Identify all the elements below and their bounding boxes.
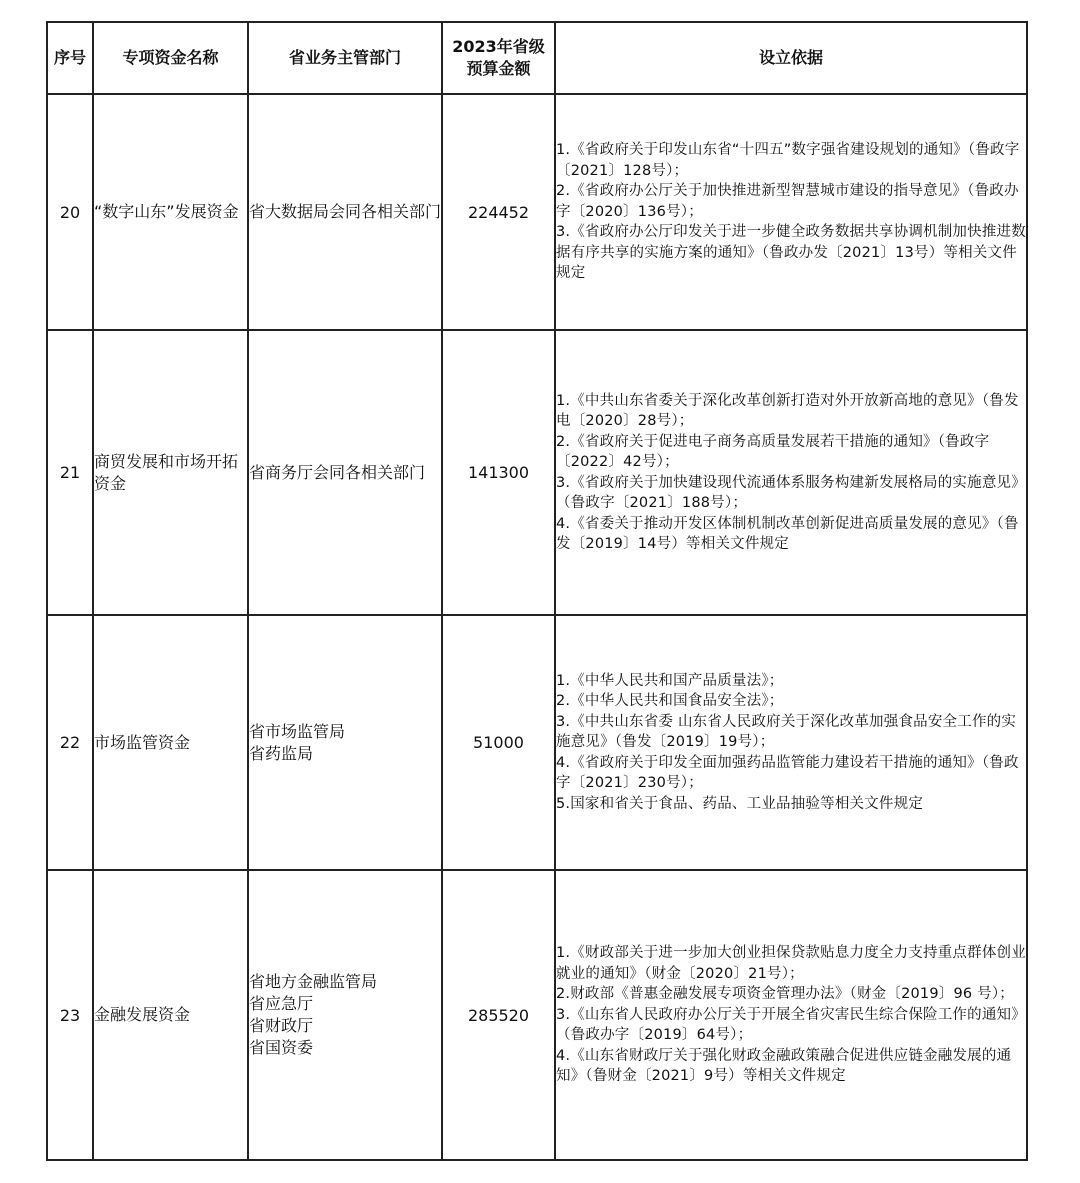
table-row bbox=[47, 615, 1027, 870]
department bbox=[248, 94, 442, 330]
basis-cell bbox=[555, 615, 1027, 870]
department-line: 省大数据局会同各相关部门 bbox=[249, 202, 442, 221]
basis-item: 1.《中共山东省委关于深化改革创新打造对外开放新高地的意见》（鲁发电〔2020〕28号）； bbox=[556, 392, 1019, 429]
basis-item: 1.《省政府关于印发山东省“十四五”数字强省建设规划的通知》（鲁政字〔2021〕128号）； bbox=[556, 142, 1020, 179]
basis-item: 3.《省政府关于加快建设现代流通体系服务构建新发展格局的实施意见》（鲁政字〔2021〕188号）； bbox=[556, 474, 1026, 511]
basis-cell bbox=[555, 870, 1027, 1160]
table-header-row bbox=[47, 22, 1027, 94]
table-row bbox=[47, 330, 1027, 615]
basis-item: 4.《山东省财政厅关于强化财政金融政策融合促进供应链金融发展的通知》（鲁财金〔2021〕9号）等相关文件规定 bbox=[556, 1047, 1012, 1085]
budget-amount: 285520 bbox=[442, 870, 555, 1160]
basis-item: 4.《省政府关于印发全面加强药品监管能力建设若干措施的通知》（鲁政字〔2021〕230号）； bbox=[556, 754, 1019, 792]
header-budget-line2: 预算金额 bbox=[466, 59, 531, 78]
special-fund-table bbox=[46, 21, 1028, 1161]
department-line: 省市场监管局 bbox=[249, 721, 346, 741]
department-line: 省国资委 bbox=[249, 1038, 314, 1057]
department-line: 省药监局 bbox=[249, 743, 314, 763]
row-index: 23 bbox=[47, 870, 93, 1160]
department-line: 省财政厅 bbox=[249, 1016, 314, 1035]
basis-item: 3.《山东省人民政府办公厅关于开展全省灾害民生综合保险工作的通知》（鲁政办字〔2019〕64号）； bbox=[556, 1006, 1026, 1044]
basis-item: 5.国家和省关于食品、药品、工业品抽验等相关文件规定 bbox=[556, 795, 924, 812]
basis-item: 2.财政部《普惠金融发展专项资金管理办法》（财金〔2019〕96 号）； bbox=[556, 986, 1014, 1003]
header-index: 序号 bbox=[47, 22, 93, 94]
fund-name: 商贸发展和市场开拓资金 bbox=[93, 330, 248, 615]
basis-cell bbox=[555, 330, 1027, 615]
header-department: 省业务主管部门 bbox=[248, 22, 442, 94]
basis-item: 1.《财政部关于进一步加大创业担保贷款贴息力度全力支持重点群体创业就业的通知》（财金〔2020〕21号）； bbox=[556, 945, 1026, 982]
department-line: 省商务厅会同各相关部门 bbox=[249, 462, 426, 482]
fund-name: 市场监管资金 bbox=[93, 615, 248, 870]
department bbox=[248, 330, 442, 615]
department bbox=[248, 615, 442, 870]
fund-name: 金融发展资金 bbox=[93, 870, 248, 1160]
basis-item: 2.《省政府关于促进电子商务高质量发展若干措施的通知》（鲁政字〔2022〕42号）； bbox=[556, 433, 990, 470]
department-line: 省地方金融监管局 bbox=[249, 972, 378, 991]
row-index: 21 bbox=[47, 330, 93, 615]
basis-cell bbox=[555, 94, 1027, 330]
header-budget bbox=[442, 22, 555, 94]
basis-item: 4.《省委关于推动开发区体制机制改革创新促进高质量发展的意见》（鲁发〔2019〕14号）等相关文件规定 bbox=[556, 515, 1019, 552]
header-fund-name: 专项资金名称 bbox=[93, 22, 248, 94]
basis-item: 2.《中华人民共和国食品安全法》； bbox=[556, 693, 784, 710]
department-line: 省应急厅 bbox=[249, 994, 314, 1013]
header-basis: 设立依据 bbox=[555, 22, 1027, 94]
fund-name: “数字山东”发展资金 bbox=[93, 94, 248, 330]
basis-item: 2.《省政府办公厅关于加快推进新型智慧城市建设的指导意见》（鲁政办字〔2020〕136号）； bbox=[556, 183, 1019, 220]
budget-amount: 224452 bbox=[442, 94, 555, 330]
row-index: 20 bbox=[47, 94, 93, 330]
basis-item: 3.《省政府办公厅印发关于进一步健全政务数据共享协调机制加快推进数据有序共享的实施方案的通知》（鲁政办发〔2021〕13号）等相关文件规定 bbox=[556, 224, 1026, 282]
basis-item: 3.《中共山东省委 山东省人民政府关于深化改革加强食品安全工作的实施意见》（鲁发〔2019〕19号）； bbox=[556, 713, 1017, 751]
header-budget-line1: 2023年省级 bbox=[452, 37, 545, 56]
basis-item: 1.《中华人民共和国产品质量法》； bbox=[556, 672, 784, 689]
budget-amount: 51000 bbox=[442, 615, 555, 870]
department bbox=[248, 870, 442, 1160]
budget-amount: 141300 bbox=[442, 330, 555, 615]
row-index: 22 bbox=[47, 615, 93, 870]
table-row bbox=[47, 870, 1027, 1160]
table-row bbox=[47, 94, 1027, 330]
